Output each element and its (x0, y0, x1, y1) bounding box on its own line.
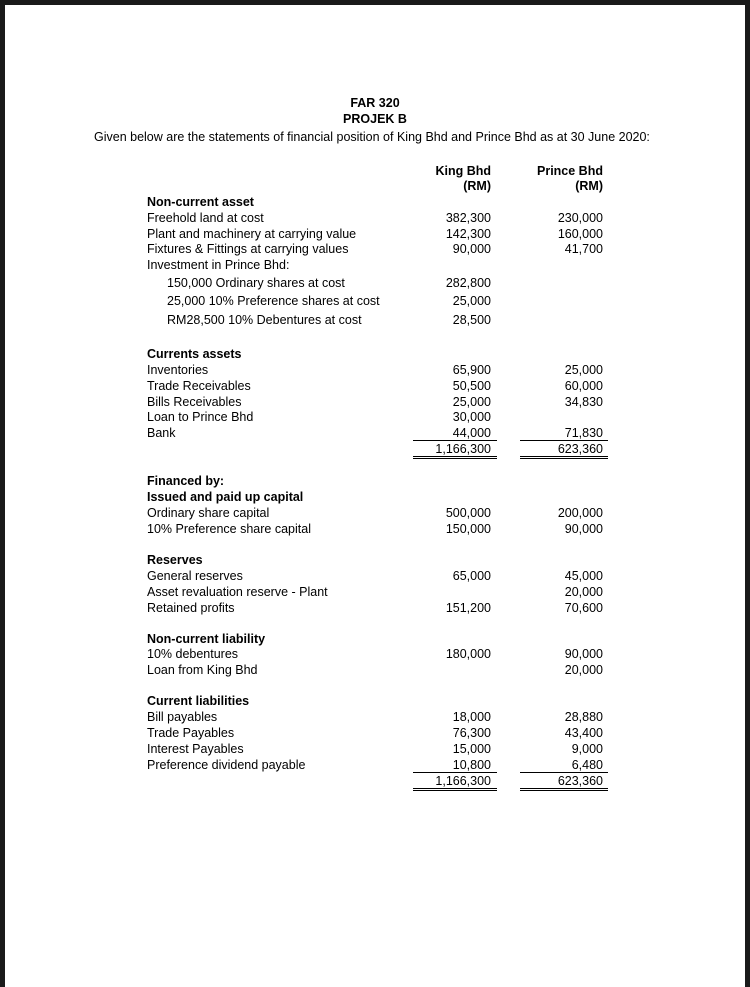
row-label: Loan from King Bhd (147, 663, 258, 677)
row-label: Currents assets (147, 347, 242, 361)
prince-value: 230,000 (557, 211, 603, 225)
king-value: 10,800 (452, 758, 491, 772)
prince-value: 45,000 (564, 569, 603, 583)
row-label: Trade Receivables (147, 379, 251, 393)
king-value: 44,000 (452, 426, 491, 440)
king-value: 382,300 (445, 211, 491, 225)
row-label: Plant and machinery at carrying value (147, 227, 357, 241)
row-label: Bank (147, 426, 176, 440)
king-total: 1,166,300 (435, 442, 491, 456)
table-row (0, 425, 750, 441)
table-row (0, 226, 750, 242)
table-row (0, 773, 750, 789)
prince-value: 43,400 (564, 726, 603, 740)
row-label: Reserves (147, 553, 203, 567)
table-row (0, 362, 750, 378)
window-border-top (0, 0, 750, 5)
row-label: Fixtures & Fittings at carrying values (147, 242, 349, 256)
row-label: 10% Preference share capital (147, 522, 311, 536)
row-label: Financed by: (147, 474, 225, 488)
prince-value: 9,000 (571, 742, 603, 756)
prince-value: 41,700 (564, 242, 603, 256)
king-value: 76,300 (452, 726, 491, 740)
king-value: 28,500 (452, 313, 491, 327)
king-value: 30,000 (452, 410, 491, 424)
table-row (0, 210, 750, 226)
king-value: 18,000 (452, 710, 491, 724)
row-label: 150,000 Ordinary shares at cost (167, 276, 345, 290)
table-row (0, 257, 750, 273)
king-value: 50,500 (452, 379, 491, 393)
row-label: Bill payables (147, 710, 218, 724)
king-value: 500,000 (445, 506, 491, 520)
column-header-king-name: King Bhd (435, 164, 491, 178)
prince-value: 20,000 (564, 663, 603, 677)
prince-value: 90,000 (564, 522, 603, 536)
total-double-rule-king (413, 456, 497, 459)
prince-value: 200,000 (557, 506, 603, 520)
prince-value: 6,480 (571, 758, 603, 772)
king-value: 180,000 (445, 647, 491, 661)
row-label: Issued and paid up capital (147, 490, 304, 504)
prince-value: 90,000 (564, 647, 603, 661)
table-row (0, 631, 750, 647)
row-label: Loan to Prince Bhd (147, 410, 254, 424)
prince-value: 160,000 (557, 227, 603, 241)
row-label: RM28,500 10% Debentures at cost (167, 313, 362, 327)
king-value: 25,000 (452, 395, 491, 409)
table-row (0, 378, 750, 394)
king-value: 65,900 (452, 363, 491, 377)
row-label: General reserves (147, 569, 243, 583)
table-row (0, 741, 750, 757)
prince-value: 25,000 (564, 363, 603, 377)
total-double-rule-prince (520, 788, 608, 791)
row-label: Freehold land at cost (147, 211, 264, 225)
table-row (0, 600, 750, 616)
table-row (0, 275, 750, 291)
king-value: 142,300 (445, 227, 491, 241)
table-row (0, 646, 750, 662)
table-row (0, 441, 750, 457)
row-label: 25,000 10% Preference shares at cost (167, 294, 380, 308)
total-double-rule-king (413, 788, 497, 791)
prince-total: 623,360 (557, 442, 603, 456)
table-row (0, 473, 750, 489)
prince-value: 60,000 (564, 379, 603, 393)
table-row (0, 568, 750, 584)
row-label: Current liabilities (147, 694, 250, 708)
table-row (0, 346, 750, 362)
column-header-king-unit: (RM) (463, 179, 491, 193)
table-row (0, 709, 750, 725)
row-label: Asset revaluation reserve - Plant (147, 585, 328, 599)
table-row (0, 293, 750, 309)
table-row (0, 505, 750, 521)
column-header-prince-name: Prince Bhd (537, 164, 603, 178)
prince-value: 20,000 (564, 585, 603, 599)
row-label: Retained profits (147, 601, 235, 615)
doc-subtitle: PROJEK B (343, 112, 407, 126)
row-label: Interest Payables (147, 742, 244, 756)
row-label: Non-current liability (147, 632, 266, 646)
table-row (0, 312, 750, 328)
king-value: 65,000 (452, 569, 491, 583)
column-header-king (410, 164, 491, 194)
row-label: Bills Receivables (147, 395, 242, 409)
table-row (0, 489, 750, 505)
table-row (0, 662, 750, 678)
king-value: 151,200 (445, 601, 491, 615)
row-label: Ordinary share capital (147, 506, 270, 520)
total-double-rule-prince (520, 456, 608, 459)
column-header-prince-unit: (RM) (575, 179, 603, 193)
prince-total: 623,360 (557, 774, 603, 788)
prince-value: 71,830 (564, 426, 603, 440)
table-row (0, 194, 750, 210)
prince-value: 34,830 (564, 395, 603, 409)
row-label: Trade Payables (147, 726, 235, 740)
king-value: 25,000 (452, 294, 491, 308)
doc-title: FAR 320 (350, 96, 400, 110)
table-row (0, 725, 750, 741)
row-label: Investment in Prince Bhd: (147, 258, 290, 272)
king-value: 90,000 (452, 242, 491, 256)
table-row (0, 409, 750, 425)
king-total: 1,166,300 (435, 774, 491, 788)
row-label: Non-current asset (147, 195, 254, 209)
table-row (0, 584, 750, 600)
table-row (0, 394, 750, 410)
prince-value: 70,600 (564, 601, 603, 615)
table-row (0, 241, 750, 257)
table-row (0, 521, 750, 537)
king-value: 15,000 (452, 742, 491, 756)
row-label: Inventories (147, 363, 209, 377)
table-row (0, 693, 750, 709)
king-value: 150,000 (445, 522, 491, 536)
intro-text: Given below are the statements of financial position of King Bhd and Prince Bhd as at 30 June 2020: (94, 130, 650, 144)
column-header-prince (515, 164, 603, 194)
king-value: 282,800 (445, 276, 491, 290)
table-row (0, 552, 750, 568)
prince-value: 28,880 (564, 710, 603, 724)
table-row (0, 757, 750, 773)
row-label: Preference dividend payable (147, 758, 306, 772)
row-label: 10% debentures (147, 647, 239, 661)
